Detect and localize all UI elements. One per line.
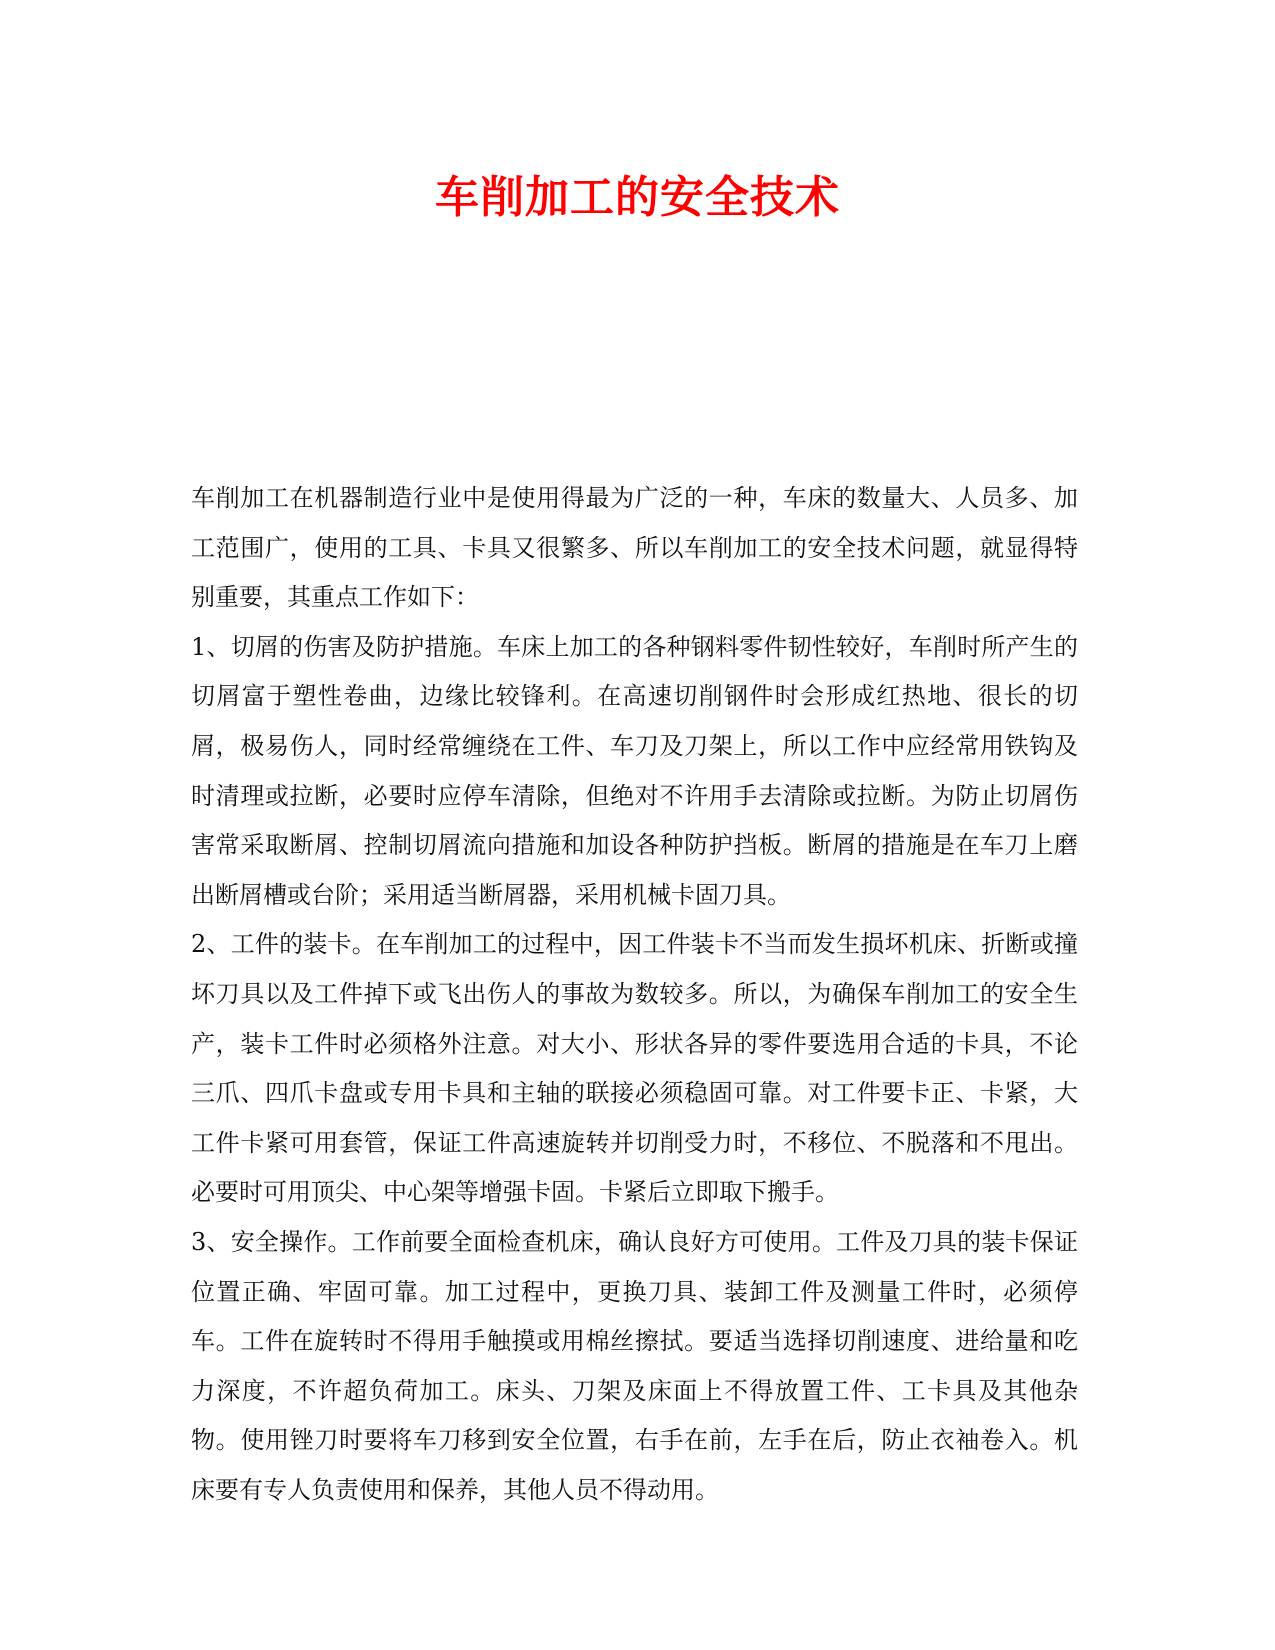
- document-title: 车削加工的安全技术: [435, 172, 840, 223]
- section-1-paragraph: 1、切屑的伤害及防护措施。车床上加工的各种钢料零件韧性较好，车削时所产生的切屑富于塑性卷曲，边缘比较锋利。在高速切削钢件时会形成红热地、很长的切屑，极易伤人，同时经常缠绕在工件、车刀及刀架上，所以工作中应经常用铁钩及时清理或拉断，必要时应停车清除，但绝对不许用手去清除或拉断。为防止切屑伤害常采取断屑、控制切屑流向措施和加设各种防护挡板。断屑的措施是在车刀上磨出断屑槽或台阶；采用适当断屑器，采用机械卡固刀具。: [191, 632, 1078, 909]
- intro-paragraph: 车削加工在机器制造行业中是使用得最为广泛的一种，车床的数量大、人员多、加工范围广，使用的工具、卡具又很繁多、所以车削加工的安全技术问题，就显得特别重要，其重点工作如下：: [191, 484, 1078, 612]
- section-2-paragraph: 2、工件的装卡。在车削加工的过程中，因工件装卡不当而发生损坏机床、折断或撞坏刀具以及工件掉下或飞出伤人的事故为数较多。所以，为确保车削加工的安全生产，装卡工件时必须格外注意。对大小、形状各异的零件要选用合适的卡具，不论三爪、四爪卡盘或专用卡具和主轴的联接必须稳固可靠。对工件要卡正、卡紧，大工件卡紧可用套管，保证工件高速旋转并切削受力时，不移位、不脱落和不甩出。必要时可用顶尖、中心架等增强卡固。卡紧后立即取下搬手。: [191, 930, 1078, 1207]
- section-3-paragraph: 3、安全操作。工作前要全面检查机床，确认良好方可使用。工件及刀具的装卡保证位置正确、牢固可靠。加工过程中，更换刀具、装卸工件及测量工件时，必须停车。工件在旋转时不得用手触摸或用棉丝擦拭。要适当选择切削速度、进给量和吃力深度，不许超负荷加工。床头、刀架及床面上不得放置工件、工卡具及其他杂物。使用锉刀时要将车刀移到安全位置，右手在前，左手在后，防止衣袖卷入。机床要有专人负责使用和保养，其他人员不得动用。: [191, 1227, 1078, 1504]
- document-body: [191, 474, 1078, 1515]
